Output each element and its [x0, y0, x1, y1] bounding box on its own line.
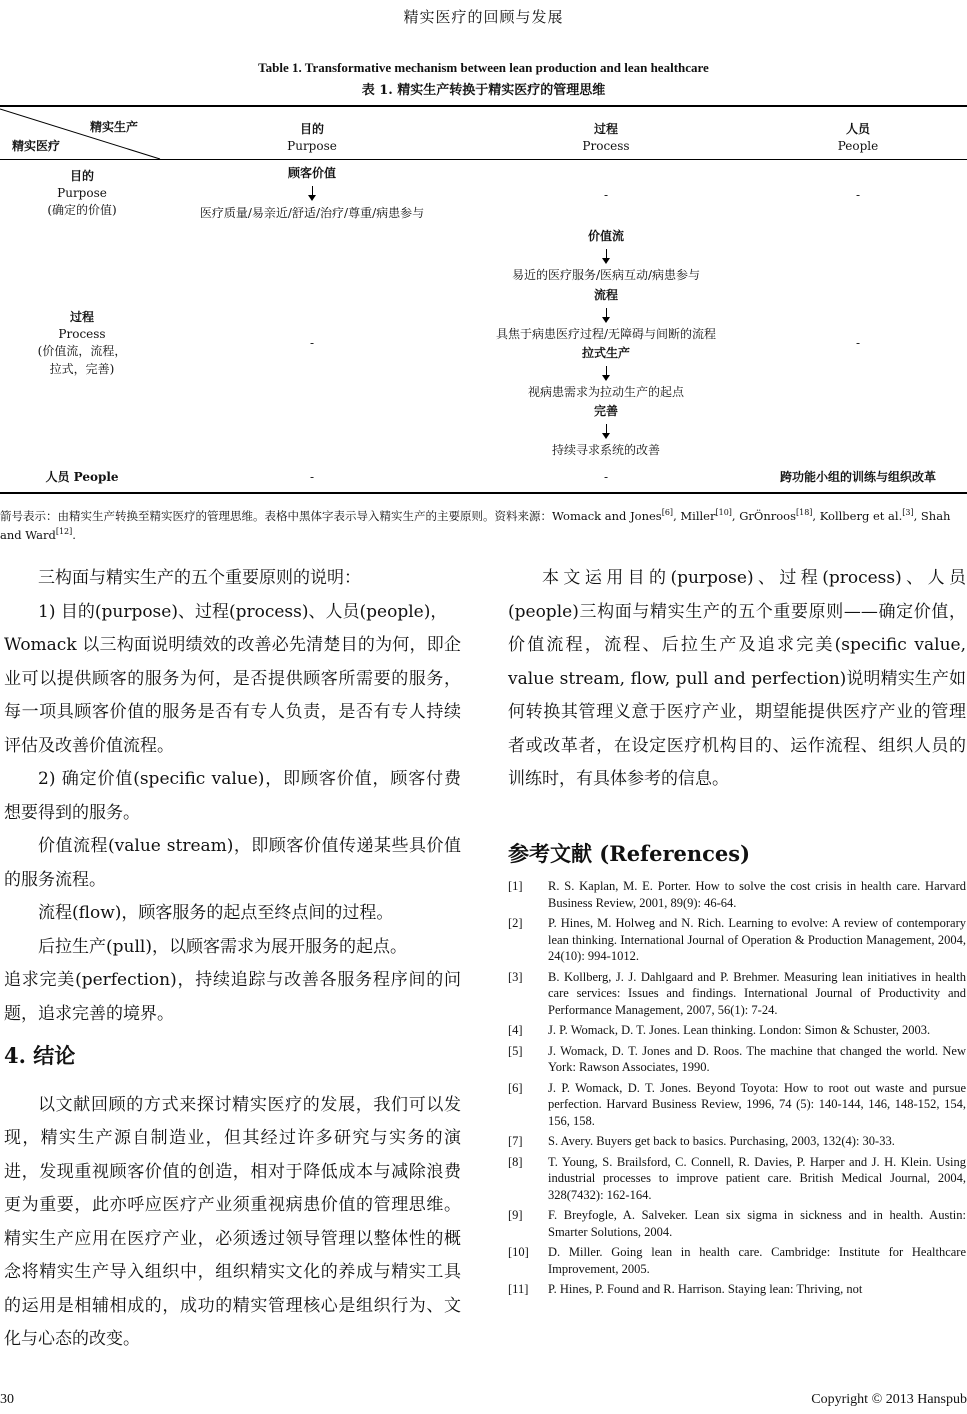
dash-purpose-process: -: [603, 188, 609, 202]
col-purpose-en: Purpose: [287, 139, 337, 153]
paragraph: 三构面与精实生产的五个重要原则的说明：: [38, 568, 361, 588]
process-step-head: 完善: [593, 404, 618, 418]
copyright: Copyright © 2013 Hanspub: [811, 1392, 967, 1407]
paragraph: 1) 目的(purpose)、过程(process)、人员(people)，: [38, 601, 448, 622]
reference-item: [4] J. P. Womack, D. T. Jones. Lean thinking. London: Simon & Schuster, 2003.: [508, 1023, 931, 1037]
paragraph: 价值流程(value stream)，即顾客价值传递某些具价值的服务流程。: [4, 836, 461, 890]
purpose-cell-text: 医疗质量/易亲近/舒适/治疗/尊重/病患参与: [199, 206, 425, 220]
reference-item: [3] B. Kollberg, J. J. Dahlgaard and P. Brehmer. Measuring lean initiatives in health care services: Issues and findings. International Journal of Productivity and Performance Management, 2007, 56(1): 7-24.: [508, 969, 966, 1017]
paragraph: 以文献回顾的方式来探讨精实医疗的发展，我们可以发现，精实生产源自制造业，但其经过许多研究与实务的演进，发现重视顾客价值的创造，相对于降低成本与减除浪费更为重要，此亦呼应医疗产业须重视病患价值的管理思维。精实生产应用在医疗产业，必须透过领导管理以整体性的概念将精实生产导入组织中，组织精实文化的养成与精实工具的运用是相辅相成的，成功的精实管理核心是组织行为、文化与心态的改变。: [4, 1094, 461, 1349]
purpose-cell-head: 顾客价值: [287, 166, 336, 180]
row-people-label: 人员 People: [45, 470, 119, 484]
process-step-text: 具焦于病患医疗过程/无障碍与间断的流程: [495, 327, 717, 341]
process-step-text: 易近的医疗服务/医病互动/病患参与: [511, 268, 701, 282]
right-column: [508, 562, 966, 1302]
reference-item: [10] D. Miller. Going lean in health care. Cambridge: Institute for Healthcare Improvement, 2005.: [508, 1245, 966, 1276]
row-purpose-zh: 目的: [69, 169, 94, 183]
dash-people-process: -: [603, 470, 609, 484]
col-purpose-zh: 目的: [299, 122, 324, 136]
paragraph: 后拉生产(pull)，以顾客需求为展开服务的起点。: [38, 936, 407, 957]
paragraph: Womack 以三构面说明绩效的改善必先清楚目的为何，即企业可以提供顾客的服务为何，是否提供顾客所需要的服务，每一项具顾客价值的服务是否有专人负责，是否有专人持续评估及改善价值流程。: [4, 635, 461, 756]
row-purpose-en: Purpose: [57, 186, 107, 200]
reference-item: [9] F. Breyfogle, A. Salveker. Lean six sigma in sickness and in health. Austin: Smarter Solutions, 2004.: [508, 1208, 966, 1239]
row-process-sub2: 拉式，完善): [49, 362, 115, 376]
process-step-text: 持续寻求系统的改善: [551, 443, 660, 457]
process-step-head: 价值流: [587, 229, 624, 243]
left-column: [4, 562, 461, 1357]
dash-purpose-people: -: [855, 188, 861, 202]
dash-people-purpose: -: [309, 470, 315, 484]
dash-process-people: -: [855, 336, 861, 350]
reference-item: [6] J. P. Womack, D. T. Jones. Beyond Toyota: How to root out waste and pursue perfection. Harvard Business Review, 1996, 74 (5): 140-144, 146, 148-152, 154, 156, 158.: [508, 1080, 966, 1128]
process-step-head: 拉式生产: [581, 346, 630, 360]
table-title-en: Table 1. Transformative mechanism between lean production and lean healthcare: [258, 60, 709, 75]
reference-item: [11] P. Hines, P. Found and R. Harrison. Staying lean: Thriving, not: [508, 1282, 863, 1296]
col-people-en: People: [837, 139, 879, 153]
page-number: 30: [0, 1392, 14, 1407]
reference-item: [8] T. Young, S. Brailsford, C. Connell, R. Davies, P. Harper and J. H. Klein. Using industrial processes to improve patient care. British Medical Journal, 2004, 328(7432): 162-164.: [508, 1154, 966, 1202]
process-step-head: 流程: [593, 288, 618, 302]
references-heading: 参考文献 (References): [508, 840, 751, 866]
row-process-sub1: (价值流，流程，: [37, 344, 127, 358]
paragraph: 追求完美(perfection)，持续追踪与改善各服务程序间的问题，追求完善的境界。: [4, 970, 461, 1024]
reference-item: [2] P. Hines, M. Holweg and N. Rich. Learning to evolve: A review of contemporary lean thinking. International Journal of Operation & Production Management, 2004, 24(10): 994-1012.: [508, 916, 966, 963]
references-list: [508, 878, 966, 1298]
running-head: 精实医疗的回顾与发展: [403, 8, 564, 26]
table-title-zh: 表 1. 精实生产转换于精实医疗的管理思维: [361, 83, 606, 98]
row-process-en: Process: [58, 327, 106, 341]
row-purpose-sub: (确定的价值): [47, 203, 117, 217]
reference-item: [1] R. S. Kaplan, M. E. Porter. How to solve the cost crisis in health care. Harvard Business Review, 2001, 89(9): 46-64.: [508, 879, 966, 910]
corner-bottom-label: 精实医疗: [12, 139, 61, 153]
reference-item: [5] J. Womack, D. T. Jones and D. Roos. The machine that changed the world. New York: Rawson Associates, 1990.: [508, 1043, 966, 1074]
paragraph: 本文运用目的(purpose)、过程(process)、人员(people)三构面与精实生产的五个重要原则——确定价值，价值流程，流程、后拉生产及追求完美(specific value, value stream, flow, pull and perfection)说明精实生产如何转换其管理义意于医疗产业，期望能提供医疗产业的管理者或改革者，在设定医疗机构目的、运作流程、组织人员的训练时，有具体参考的信息。: [508, 568, 966, 789]
col-process-zh: 过程: [593, 122, 618, 136]
row-process-zh: 过程: [69, 310, 94, 324]
section-heading-conclusion: 4. 结论: [4, 1043, 76, 1068]
people-cell-text: 跨功能小组的训练与组织改革: [779, 470, 936, 484]
paragraph: 流程(flow)，顾客服务的起点至终点间的过程。: [38, 903, 394, 923]
reference-item: [7] S. Avery. Buyers get back to basics. Purchasing, 2003, 132(4): 30-33.: [508, 1134, 895, 1148]
process-step-text: 视病患需求为拉动生产的起点: [527, 385, 684, 399]
table-bottom-rule: [0, 492, 967, 494]
corner-top-label: 精实生产: [90, 120, 139, 134]
table-note: 箭号表示：由精实生产转换至精实医疗的管理思维。表格中黑体字表示导入精实生产的主要原则。资料来源：Womack and Jones[6], Miller[10], GrÖnroos[18], Kollberg et al.[3], Shah and Ward[12].: [0, 508, 951, 542]
col-people-zh: 人员: [845, 122, 870, 136]
paragraph: 2) 确定价值(specific value)，即顾客价值，顾客付费想要得到的服务。: [4, 769, 461, 823]
col-process-en: Process: [582, 139, 630, 153]
dash-process-purpose: -: [309, 336, 315, 350]
